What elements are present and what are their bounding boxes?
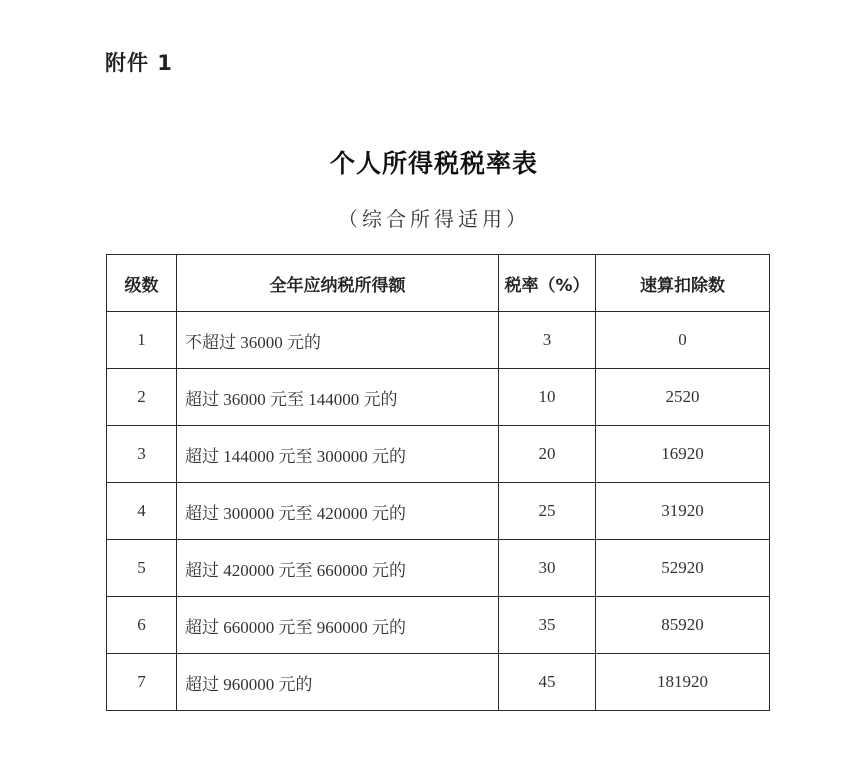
cell-quick-deduction: 181920 [596, 654, 770, 711]
cell-tax-rate: 3 [499, 312, 596, 369]
table-row [107, 540, 770, 597]
cell-taxable-income: 超过 420000 元至 660000 元的 [177, 540, 499, 597]
cell-quick-deduction: 85920 [596, 597, 770, 654]
table-row [107, 654, 770, 711]
cell-level: 5 [107, 540, 177, 597]
cell-quick-deduction: 52920 [596, 540, 770, 597]
cell-tax-rate: 25 [499, 483, 596, 540]
cell-tax-rate: 30 [499, 540, 596, 597]
cell-taxable-income: 超过 300000 元至 420000 元的 [177, 483, 499, 540]
cell-level: 2 [107, 369, 177, 426]
header-level: 级数 [107, 255, 177, 312]
header-quick-deduction: 速算扣除数 [596, 255, 770, 312]
table-row [107, 426, 770, 483]
attachment-label: 附件 1 [105, 51, 173, 75]
cell-level: 7 [107, 654, 177, 711]
cell-level: 1 [107, 312, 177, 369]
document-title: 个人所得税税率表 [329, 149, 538, 178]
cell-taxable-income: 超过 36000 元至 144000 元的 [177, 369, 499, 426]
cell-quick-deduction: 31920 [596, 483, 770, 540]
table-row [107, 597, 770, 654]
table-row [107, 369, 770, 426]
cell-taxable-income: 超过 144000 元至 300000 元的 [177, 426, 499, 483]
table-header-row [107, 255, 770, 312]
header-taxable-income: 全年应纳税所得额 [177, 255, 499, 312]
cell-tax-rate: 20 [499, 426, 596, 483]
cell-level: 4 [107, 483, 177, 540]
cell-taxable-income: 不超过 36000 元的 [177, 312, 499, 369]
table-row [107, 483, 770, 540]
cell-tax-rate: 45 [499, 654, 596, 711]
header-tax-rate: 税率（%） [499, 255, 596, 312]
cell-tax-rate: 35 [499, 597, 596, 654]
cell-taxable-income: 超过 960000 元的 [177, 654, 499, 711]
cell-quick-deduction: 16920 [596, 426, 770, 483]
cell-level: 3 [107, 426, 177, 483]
table-row [107, 312, 770, 369]
tax-rate-table [106, 254, 770, 711]
cell-quick-deduction: 0 [596, 312, 770, 369]
cell-tax-rate: 10 [499, 369, 596, 426]
cell-taxable-income: 超过 660000 元至 960000 元的 [177, 597, 499, 654]
document-subtitle: （综合所得适用） [338, 207, 530, 231]
cell-quick-deduction: 2520 [596, 369, 770, 426]
cell-level: 6 [107, 597, 177, 654]
